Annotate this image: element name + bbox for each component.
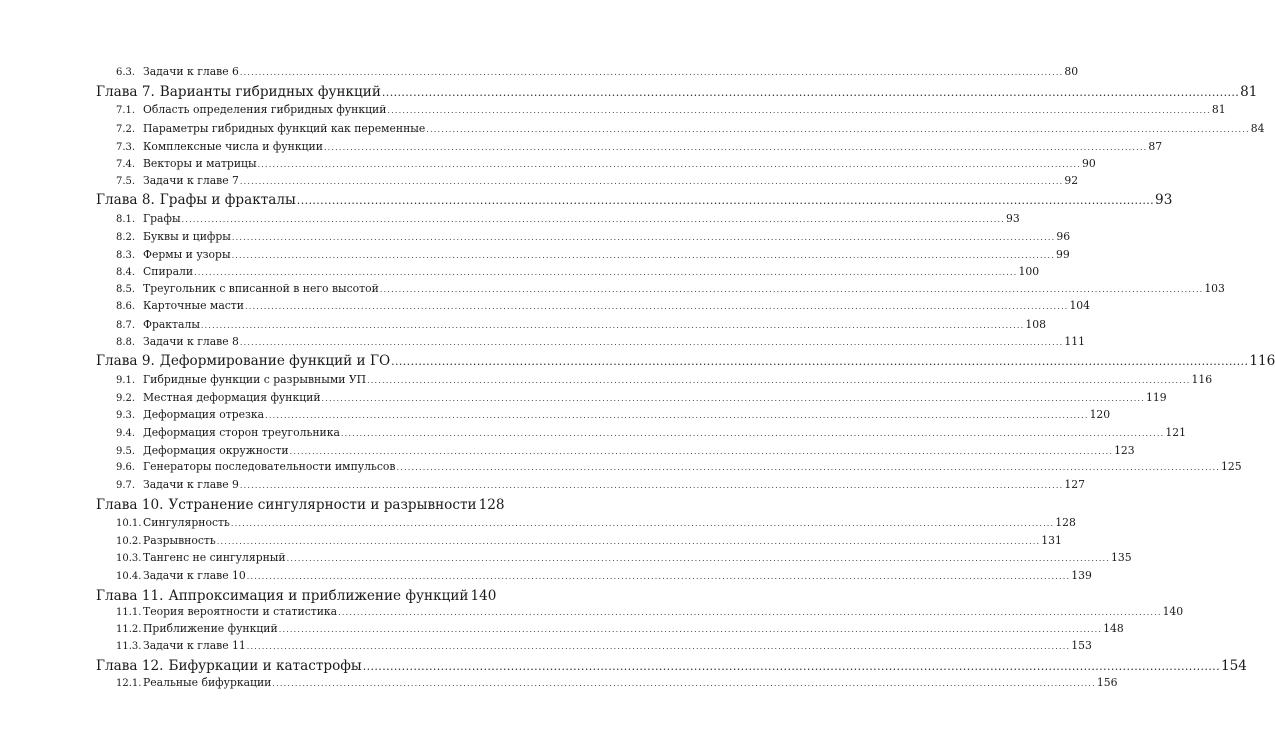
entry-number: 11.1. (116, 607, 142, 618)
entry-number: 8.6. (116, 301, 136, 312)
entry-page-number: 81 (1240, 83, 1258, 100)
entry-page-number: 131 (1041, 534, 1062, 547)
entry-number: 8.5. (116, 284, 136, 295)
entry-title: Приближение функций (143, 622, 278, 635)
dot-leader: ............................................................................................................................................................................................................................ (239, 68, 1064, 77)
toc-section-entry (116, 460, 1242, 475)
entry-title: Деформация отрезка (143, 408, 265, 421)
entry-page-number: 125 (1220, 460, 1242, 473)
toc-chapter-entry (96, 352, 1275, 370)
entry-title: Комплексные числа и функции (143, 140, 323, 153)
dot-leader: ............................................................................................................................................................................................................................ (340, 429, 1165, 438)
toc-section-entry (116, 639, 1092, 654)
toc-section-entry (116, 569, 1092, 584)
toc-section-entry (116, 174, 1079, 189)
entry-title: Задачи к главе 10 (143, 569, 246, 582)
entry-title: Задачи к главе 11 (143, 639, 246, 652)
dot-leader: ............................................................................................................................................................................................................................ (426, 125, 1250, 134)
entry-title: Реальные бифуркации (143, 676, 272, 689)
entry-page-number: 108 (1025, 318, 1046, 331)
entry-title: Деформация сторон треугольника (143, 426, 340, 439)
entry-title: Аппроксимация и приближение функций (168, 587, 469, 604)
entry-page-number: 139 (1071, 569, 1092, 582)
entry-number: 8.3. (116, 250, 136, 261)
entry-title: Генераторы последовательности импульсов (143, 460, 396, 473)
entry-page-number: 96 (1056, 230, 1071, 243)
toc-section-entry (116, 282, 1225, 297)
dot-leader: ............................................................................................................................................................................................................................ (231, 233, 1056, 242)
entry-number: Глава 10. (96, 496, 164, 513)
toc-section-entry (116, 622, 1124, 637)
dot-leader: ............................................................................................................................................................................................................................ (181, 215, 1005, 224)
dot-leader: ............................................................................................................................................................................................................................ (257, 160, 1082, 169)
entry-page-number: 103 (1204, 282, 1225, 295)
entry-page-number: 99 (1056, 248, 1070, 261)
entry-title: Задачи к главе 8 (143, 335, 239, 348)
entry-page-number: 135 (1111, 551, 1132, 564)
entry-page-number: 140 (470, 587, 497, 604)
entry-number: Глава 7. (96, 83, 155, 100)
entry-title: Тангенс не сингулярный (143, 551, 286, 564)
entry-page-number: 116 (1191, 373, 1213, 386)
entry-page-number: 148 (1103, 622, 1124, 635)
dot-leader: ............................................................................................................................................................................................................................ (381, 85, 1240, 99)
dot-leader: ............................................................................................................................................................................................................................ (278, 625, 1103, 634)
entry-page-number: 84 (1250, 122, 1265, 135)
entry-page-number: 156 (1096, 676, 1118, 689)
entry-number: 7.3. (116, 142, 136, 153)
entry-number: 11.2. (116, 624, 142, 635)
dot-leader: ............................................................................................................................................................................................................................ (323, 143, 1148, 152)
entry-page-number: 93 (1006, 212, 1020, 225)
entry-number: 12.1. (116, 678, 142, 689)
entry-number: 7.1. (116, 105, 136, 116)
dot-leader: ............................................................................................................................................................................................................................ (391, 354, 1249, 368)
dot-leader: ............................................................................................................................................................................................................................ (244, 302, 1069, 311)
entry-page-number: 154 (1220, 657, 1247, 674)
dot-leader: ............................................................................................................................................................................................................................ (338, 608, 1162, 617)
entry-title: Спирали (143, 265, 194, 278)
toc-chapter-entry (96, 191, 1173, 209)
entry-page-number: 119 (1146, 391, 1167, 404)
entry-number: 10.3. (116, 553, 142, 564)
entry-page-number: 116 (1249, 352, 1275, 369)
dot-leader: ............................................................................................................................................................................................................................ (246, 642, 1071, 651)
dot-leader: ............................................................................................................................................................................................................................ (387, 106, 1211, 115)
entry-title: Векторы и матрицы (143, 157, 257, 170)
entry-title: Область определения гибридных функций (143, 103, 387, 116)
toc-section-entry (116, 478, 1085, 493)
entry-number: 8.1. (116, 214, 136, 225)
dot-leader: ............................................................................................................................................................................................................................ (194, 268, 1018, 277)
entry-page-number: 80 (1064, 65, 1079, 78)
entry-title: Треугольник с вписанной в него высотой (143, 282, 379, 295)
dot-leader: ............................................................................................................................................................................................................................ (321, 394, 1145, 403)
toc-section-entry (116, 265, 1040, 280)
entry-page-number: 92 (1064, 174, 1079, 187)
dot-leader: ............................................................................................................................................................................................................................ (265, 411, 1089, 420)
entry-number: 6.3. (116, 67, 136, 78)
toc-section-entry (116, 408, 1111, 423)
entry-page-number: 128 (1055, 516, 1076, 529)
entry-page-number: 121 (1165, 426, 1186, 439)
entry-page-number: 153 (1071, 639, 1092, 652)
entry-number: 9.3. (116, 410, 136, 421)
entry-title: Задачи к главе 6 (143, 65, 239, 78)
entry-page-number: 104 (1069, 299, 1091, 312)
entry-title: Деформация окружности (143, 444, 289, 457)
toc-chapter-entry (96, 587, 497, 605)
toc-section-entry (116, 391, 1167, 406)
entry-title: Деформирование функций и ГО (159, 352, 391, 369)
entry-number: Глава 9. (96, 352, 155, 369)
dot-leader: ............................................................................................................................................................................................................................ (239, 481, 1064, 490)
entry-number: 10.1. (116, 518, 142, 529)
entry-title: Гибридные функции с разрывными УП (143, 373, 367, 386)
entry-title: Фракталы (143, 318, 200, 331)
entry-title: Местная деформация функций (143, 391, 321, 404)
entry-number: 10.2. (116, 536, 142, 547)
toc-section-entry (116, 373, 1213, 388)
toc-section-entry (116, 551, 1132, 566)
toc-section-entry (116, 318, 1046, 333)
entry-number: 9.2. (116, 393, 136, 404)
dot-leader: ............................................................................................................................................................................................................................ (286, 554, 1111, 563)
entry-page-number: 123 (1114, 444, 1135, 457)
entry-title: Фермы и узоры (143, 248, 231, 261)
entry-number: Глава 8. (96, 191, 155, 208)
entry-page-number: 90 (1082, 157, 1096, 170)
toc-section-entry (116, 676, 1118, 691)
entry-number: 7.4. (116, 159, 136, 170)
dot-leader: ............................................................................................................................................................................................................................ (239, 338, 1064, 347)
dot-leader: ............................................................................................................................................................................................................................ (246, 572, 1071, 581)
entry-title: Задачи к главе 7 (143, 174, 239, 187)
toc-section-entry (116, 335, 1085, 350)
dot-leader: ............................................................................................................................................................................................................................ (289, 447, 1114, 456)
toc-section-entry (116, 516, 1076, 531)
entry-page-number: 128 (478, 496, 505, 513)
dot-leader: ............................................................................................................................................................................................................................ (230, 519, 1055, 528)
entry-number: 8.4. (116, 267, 136, 278)
dot-leader: ............................................................................................................................................................................................................................ (367, 376, 1191, 385)
toc-section-entry (116, 230, 1071, 245)
toc-section-entry (116, 299, 1091, 314)
dot-leader: ............................................................................................................................................................................................................................ (362, 659, 1220, 673)
entry-title: Графы и фракталы (159, 191, 296, 208)
entry-title: Параметры гибридных функций как переменные (143, 122, 426, 135)
entry-title: Теория вероятности и статистика (143, 605, 338, 618)
toc-section-entry (116, 534, 1062, 549)
toc-section-entry (116, 122, 1265, 137)
entry-number: 9.5. (116, 446, 136, 457)
entry-number: Глава 11. (96, 587, 164, 604)
entry-title: Сингулярность (143, 516, 230, 529)
entry-title: Бифуркации и катастрофы (168, 657, 362, 674)
toc-chapter-entry (96, 83, 1258, 101)
entry-page-number: 81 (1211, 103, 1226, 116)
entry-title: Разрывность (143, 534, 216, 547)
entry-number: 11.3. (116, 641, 142, 652)
entry-number: 9.6. (116, 462, 136, 473)
toc-section-entry (116, 65, 1079, 80)
dot-leader: ............................................................................................................................................................................................................................ (296, 193, 1155, 207)
toc-section-entry (116, 140, 1163, 155)
toc-section-entry (116, 426, 1186, 441)
dot-leader: ............................................................................................................................................................................................................................ (200, 321, 1025, 330)
entry-page-number: 100 (1018, 265, 1040, 278)
entry-number: 9.1. (116, 375, 136, 386)
entry-title: Устранение сингулярности и разрывности (168, 496, 477, 513)
entry-number: 8.7. (116, 320, 136, 331)
entry-title: Буквы и цифры (143, 230, 231, 243)
entry-number: 9.4. (116, 428, 136, 439)
entry-number: 8.8. (116, 337, 136, 348)
dot-leader: ............................................................................................................................................................................................................................ (216, 537, 1041, 546)
dot-leader: ............................................................................................................................................................................................................................ (396, 463, 1220, 472)
entry-number: 7.2. (116, 124, 136, 135)
entry-number: 9.7. (116, 480, 136, 491)
toc-section-entry (116, 157, 1096, 172)
entry-page-number: 93 (1155, 191, 1173, 208)
dot-leader: ............................................................................................................................................................................................................................ (239, 177, 1064, 186)
entry-page-number: 111 (1064, 335, 1085, 348)
entry-page-number: 140 (1162, 605, 1184, 618)
entry-page-number: 120 (1089, 408, 1111, 421)
entry-number: Глава 12. (96, 657, 164, 674)
dot-leader: ............................................................................................................................................................................................................................ (231, 251, 1056, 260)
entry-number: 10.4. (116, 571, 142, 582)
entry-title: Варианты гибридных функций (159, 83, 381, 100)
entry-title: Задачи к главе 9 (143, 478, 239, 491)
entry-number: 8.2. (116, 232, 136, 243)
toc-section-entry (116, 212, 1020, 227)
toc-section-entry (116, 248, 1070, 263)
entry-page-number: 87 (1148, 140, 1163, 153)
entry-title: Графы (143, 212, 181, 225)
toc-section-entry (116, 605, 1184, 620)
toc-section-entry (116, 444, 1135, 459)
toc-chapter-entry (96, 496, 505, 514)
dot-leader: ............................................................................................................................................................................................................................ (272, 679, 1096, 688)
entry-number: 7.5. (116, 176, 136, 187)
toc-section-entry (116, 103, 1226, 118)
entry-page-number: 127 (1064, 478, 1085, 491)
entry-title: Карточные масти (143, 299, 244, 312)
toc-chapter-entry (96, 657, 1247, 675)
dot-leader: ............................................................................................................................................................................................................................ (379, 285, 1204, 294)
